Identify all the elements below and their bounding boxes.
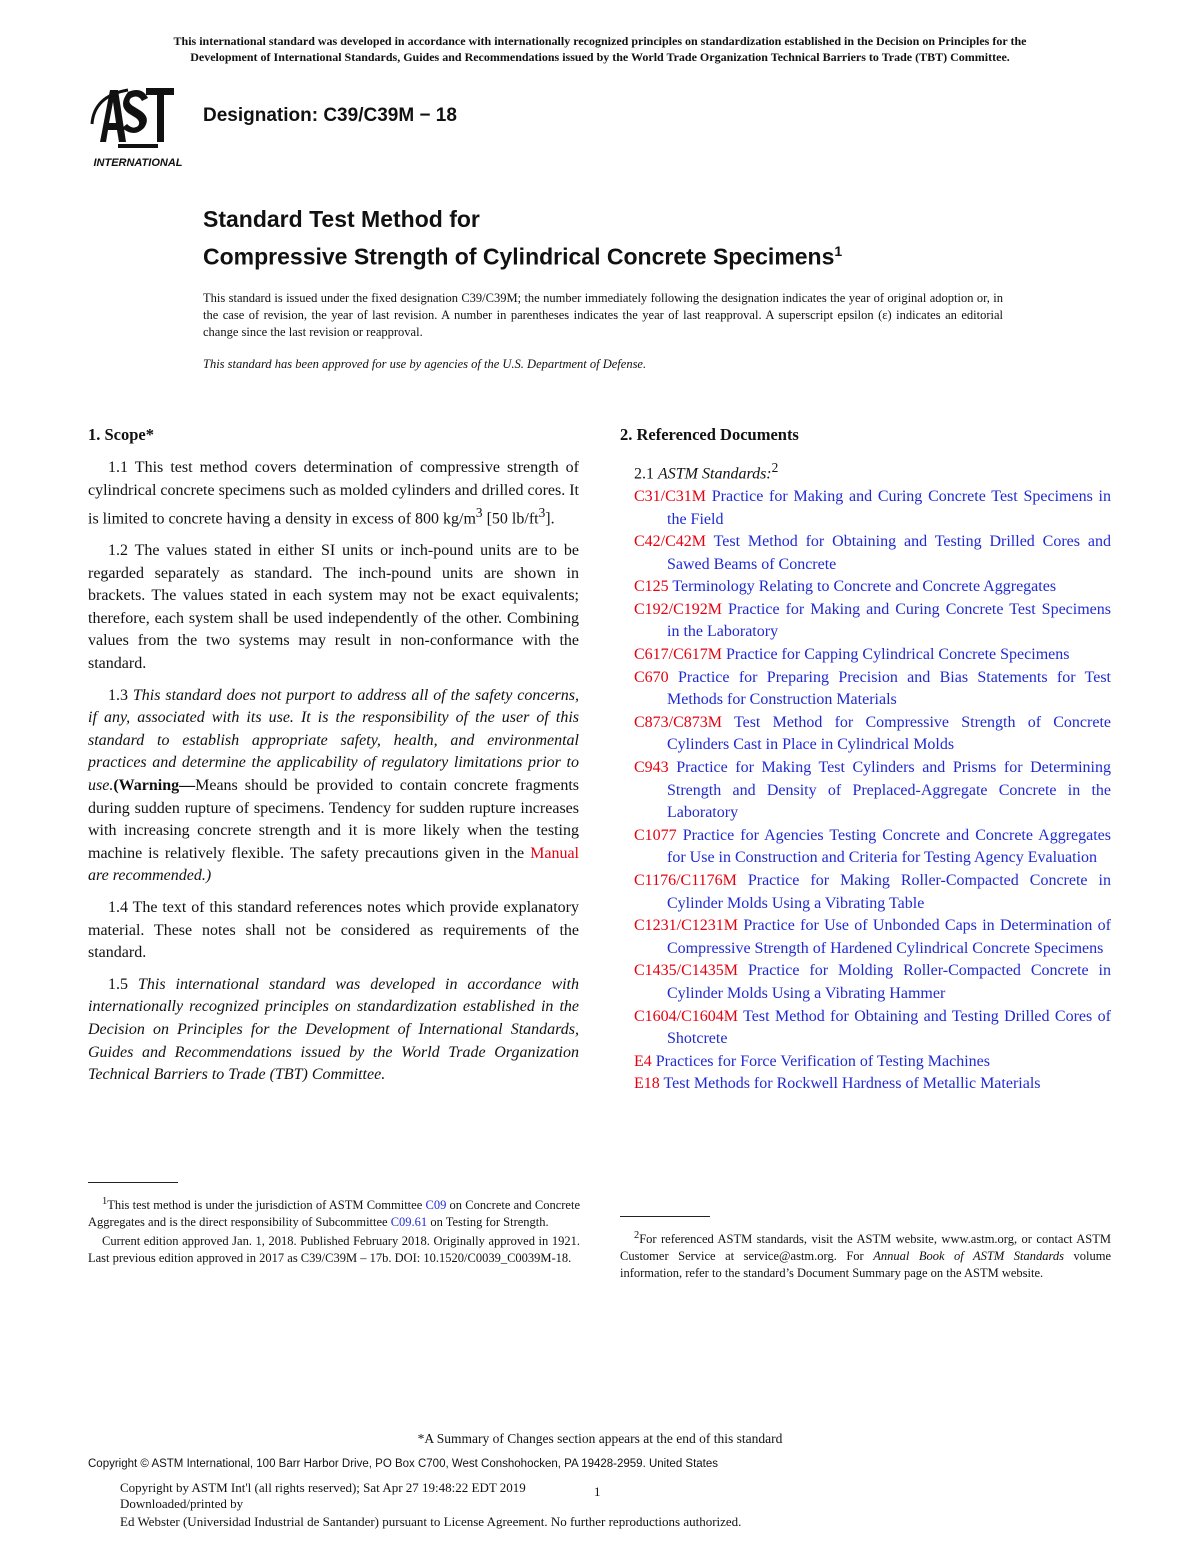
download-stamp-line-1: Copyright by ASTM Int'l (all rights reserved); Sat Apr 27 19:48:22 EDT 2019 xyxy=(120,1480,526,1495)
reference-title[interactable]: Practice for Agencies Testing Concrete and Concrete Aggregates for Use in Construction and Criteria for Testing Agency Evaluation xyxy=(667,826,1111,867)
reference-code[interactable]: C31/C31M xyxy=(634,487,707,505)
issued-notice: This standard is issued under the fixed designation C39/C39M; the number immediately following the designation indicates the year of original adoption or, in the case of revision, the year of last revision. A number in parentheses indicates the year of last reapproval. A superscript epsilon (ε) indicates an editorial change since the last revision or reapproval. xyxy=(203,291,1003,339)
summary-note: *A Summary of Changes section appears at the end of this standard xyxy=(417,1431,783,1446)
download-stamp-line-3: Ed Webster (Universidad Industrial de Santander) pursuant to License Agreement. No further reproductions authorized. xyxy=(120,1514,742,1529)
reference-title[interactable]: Practice for Making and Curing Concrete Test Specimens in the Laboratory xyxy=(667,600,1111,641)
reference-title[interactable]: Test Method for Obtaining and Testing Drilled Cores and Sawed Beams of Concrete xyxy=(667,533,1111,573)
reference-item[interactable] xyxy=(634,667,1111,712)
scope-paragraph-1-1: 1.1 This test method covers determination of compressive strength of cylindrical concrete specimens such as molded cylinders and drilled cores. It is limited to concrete having a density in excess of 800 $kg/m^3$ [50 $lb/ft^3$]. xyxy=(88,459,579,528)
reference-title[interactable]: Practice for Molding Roller-Compacted Concrete in Cylinder Molds Using a Vibrating Hammer xyxy=(667,962,1111,1002)
reference-list xyxy=(620,486,1111,1096)
reference-item[interactable] xyxy=(634,1073,1111,1096)
reference-code[interactable]: C1604/C1604M xyxy=(634,1007,739,1025)
reference-item[interactable] xyxy=(634,599,1111,644)
reference-title[interactable]: Practice for Making Roller-Compacted Concrete in Cylinder Molds Using a Vibrating Table xyxy=(667,872,1111,912)
page-number: 1 xyxy=(594,1484,601,1499)
reference-item[interactable] xyxy=(634,870,1111,915)
scope-paragraph-1-4: 1.4 The text of this standard references notes which provide explanatory material. These notes shall not be considered as requirements of the standard. xyxy=(88,899,579,962)
page-title xyxy=(203,203,842,273)
reference-code[interactable]: C1231/C1231M xyxy=(634,917,739,935)
reference-title[interactable]: Practice for Making and Curing Concrete Test Specimens in the Field xyxy=(667,487,1111,528)
reference-title[interactable]: Practice for Preparing Precision and Bias Statements for Test Methods for Construction Materials xyxy=(667,668,1111,709)
footnote-2 xyxy=(620,1216,1111,1284)
reference-code[interactable]: C670 xyxy=(634,668,669,686)
reference-item[interactable] xyxy=(634,486,1111,531)
reference-code[interactable]: C42/C42M xyxy=(634,533,707,551)
title-footnote-marker: 1 xyxy=(834,243,843,259)
footnote-1-edition: Current edition approved Jan. 1, 2018. Published February 2018. Originally approved in 1921. Last previous edition approved in 2017 as C39/C39M – 17b. DOI: 10.1520/C0039_C0039M-18. xyxy=(88,1234,580,1266)
notice-line-2: Development of International Standards, Guides and Recommendations issued by the World Trade Organization Technical Barriers to Trade (TBT) Committee. xyxy=(190,50,1010,64)
footnote-2-text: $^2$For referenced ASTM standards, visit the ASTM website, www.astm.org, or contact ASTM Customer Service at service@astm.org. For Annual Book of ASTM Standards volume information, refer to the standard’s Document Summary page on the ASTM website. xyxy=(620,1230,1111,1281)
reference-title[interactable]: Test Method for Obtaining and Testing Drilled Cores of Shotcrete xyxy=(667,1007,1111,1048)
reference-item[interactable] xyxy=(634,1006,1111,1051)
header-notice xyxy=(88,33,1112,65)
reference-title[interactable]: Test Method for Compressive Strength of Concrete Cylinders Cast in Place in Cylindrical Molds xyxy=(667,713,1111,754)
footnote-rule xyxy=(620,1216,710,1217)
astm-logo-icon xyxy=(88,84,188,170)
reference-item[interactable] xyxy=(634,1051,1111,1074)
reference-title[interactable]: Test Methods for Rockwell Hardness of Metallic Materials xyxy=(659,1075,1041,1093)
scope-section xyxy=(88,425,579,1096)
reference-item[interactable] xyxy=(634,915,1111,960)
reference-code[interactable]: C1176/C1176M xyxy=(634,872,737,890)
dod-notice: This standard has been approved for use by agencies of the U.S. Department of Defense. xyxy=(203,357,647,371)
reference-title[interactable]: Practice for Making Test Cylinders and Prisms for Determining Strength and Density of Preplaced-Aggregate Concrete in the Laboratory xyxy=(667,759,1111,822)
referenced-heading: 2. Referenced Documents xyxy=(620,425,799,444)
scope-paragraph-1-5: 1.5 This international standard was developed in accordance with internationally recognized principles on standardization established in the Decision on Principles for the Development of International Standards, Guides and Recommendations issued by the World Trade Organization Technical Barriers to Trade (TBT) Committee. xyxy=(88,975,580,1084)
copyright-line: Copyright © ASTM International, 100 Barr Harbor Drive, PO Box C700, West Conshohocken, PA 19428-2959. United States xyxy=(88,1458,719,1470)
reference-item[interactable] xyxy=(634,644,1111,667)
reference-title[interactable]: Terminology Relating to Concrete and Concrete Aggregates xyxy=(668,578,1057,596)
astm-standards-subheading: 2.1 ASTM Standards:$^2$ xyxy=(634,460,779,483)
logo-subtitle: INTERNATIONAL xyxy=(93,157,183,169)
footnote-rule xyxy=(88,1182,178,1183)
reference-item[interactable] xyxy=(634,531,1111,576)
title-line-1: Standard Test Method for xyxy=(203,206,480,232)
reference-item[interactable] xyxy=(634,757,1111,825)
reference-item[interactable] xyxy=(634,825,1111,870)
scope-paragraph-1-3: 1.3 This standard does not purport to address all of the safety concerns, if any, associated with its use. It is the responsibility of the user of this standard to establish appropriate safety, health, and environmental practices and determine the applicability of regulatory limitations prior to use.(Warning—Means should be provided to contain concrete fragments during sudden rupture of specimens. Tendency for sudden rupture increases with increasing concrete strength and it is more likely when the testing machine is relatively flexible. The safety precautions given in the Manual are recommended.) xyxy=(88,686,580,885)
reference-title[interactable]: Practice for Capping Cylindrical Concrete Specimens xyxy=(722,646,1070,664)
scope-paragraph-1-2: 1.2 The values stated in either SI units or inch-pound units are to be regarded separately as standard. The inch-pound units are shown in brackets. The values stated in each system may not be exact equivalents; therefore, each system shall be used independently of the other. Combining values from the two systems may result in non-conformance with the standard. xyxy=(88,542,579,673)
title-line-2: Compressive Strength of Cylindrical Concrete Specimens xyxy=(203,243,835,270)
reference-title[interactable]: Practices for Force Verification of Testing Machines xyxy=(651,1052,990,1070)
committee-link[interactable]: C09 xyxy=(425,1198,447,1213)
subcommittee-link[interactable]: C09.61 xyxy=(390,1215,428,1230)
scope-heading: 1. Scope* xyxy=(88,425,154,444)
download-stamp-line-2: Downloaded/printed by xyxy=(120,1496,244,1511)
reference-item[interactable] xyxy=(634,712,1111,757)
reference-item[interactable] xyxy=(634,576,1111,599)
reference-code[interactable]: C617/C617M xyxy=(634,646,723,664)
reference-code[interactable]: E4 xyxy=(634,1052,652,1070)
reference-code[interactable]: E18 xyxy=(634,1075,660,1093)
footnote-1 xyxy=(88,1182,580,1269)
reference-title[interactable]: Practice for Use of Unbonded Caps in Determination of Compressive Strength of Hardened Cylindrical Concrete Specimens xyxy=(667,917,1111,957)
reference-code[interactable]: C192/C192M xyxy=(634,600,723,618)
reference-item[interactable] xyxy=(634,960,1111,1005)
reference-code[interactable]: C1435/C1435M xyxy=(634,962,739,980)
reference-code[interactable]: C1077 xyxy=(634,826,677,844)
manual-link[interactable]: Manual xyxy=(530,844,579,862)
reference-code[interactable]: C943 xyxy=(634,759,669,777)
designation: Designation: C39/C39M − 18 xyxy=(203,105,457,126)
reference-code[interactable]: C873/C873M xyxy=(634,713,723,731)
footnote-1-jurisdiction: $^1$This test method is under the jurisdiction of ASTM Committee C09 on Concrete and Concrete Aggregates and is the direct responsibility of Subcommittee C09.61 on Testing for Strength. xyxy=(88,1196,580,1230)
referenced-documents-section xyxy=(620,425,1111,1096)
reference-code[interactable]: C125 xyxy=(634,578,669,596)
notice-line-1: This international standard was developed in accordance with internationally recognized principles on standardization established in the Decision on Principles for the xyxy=(173,34,1027,48)
